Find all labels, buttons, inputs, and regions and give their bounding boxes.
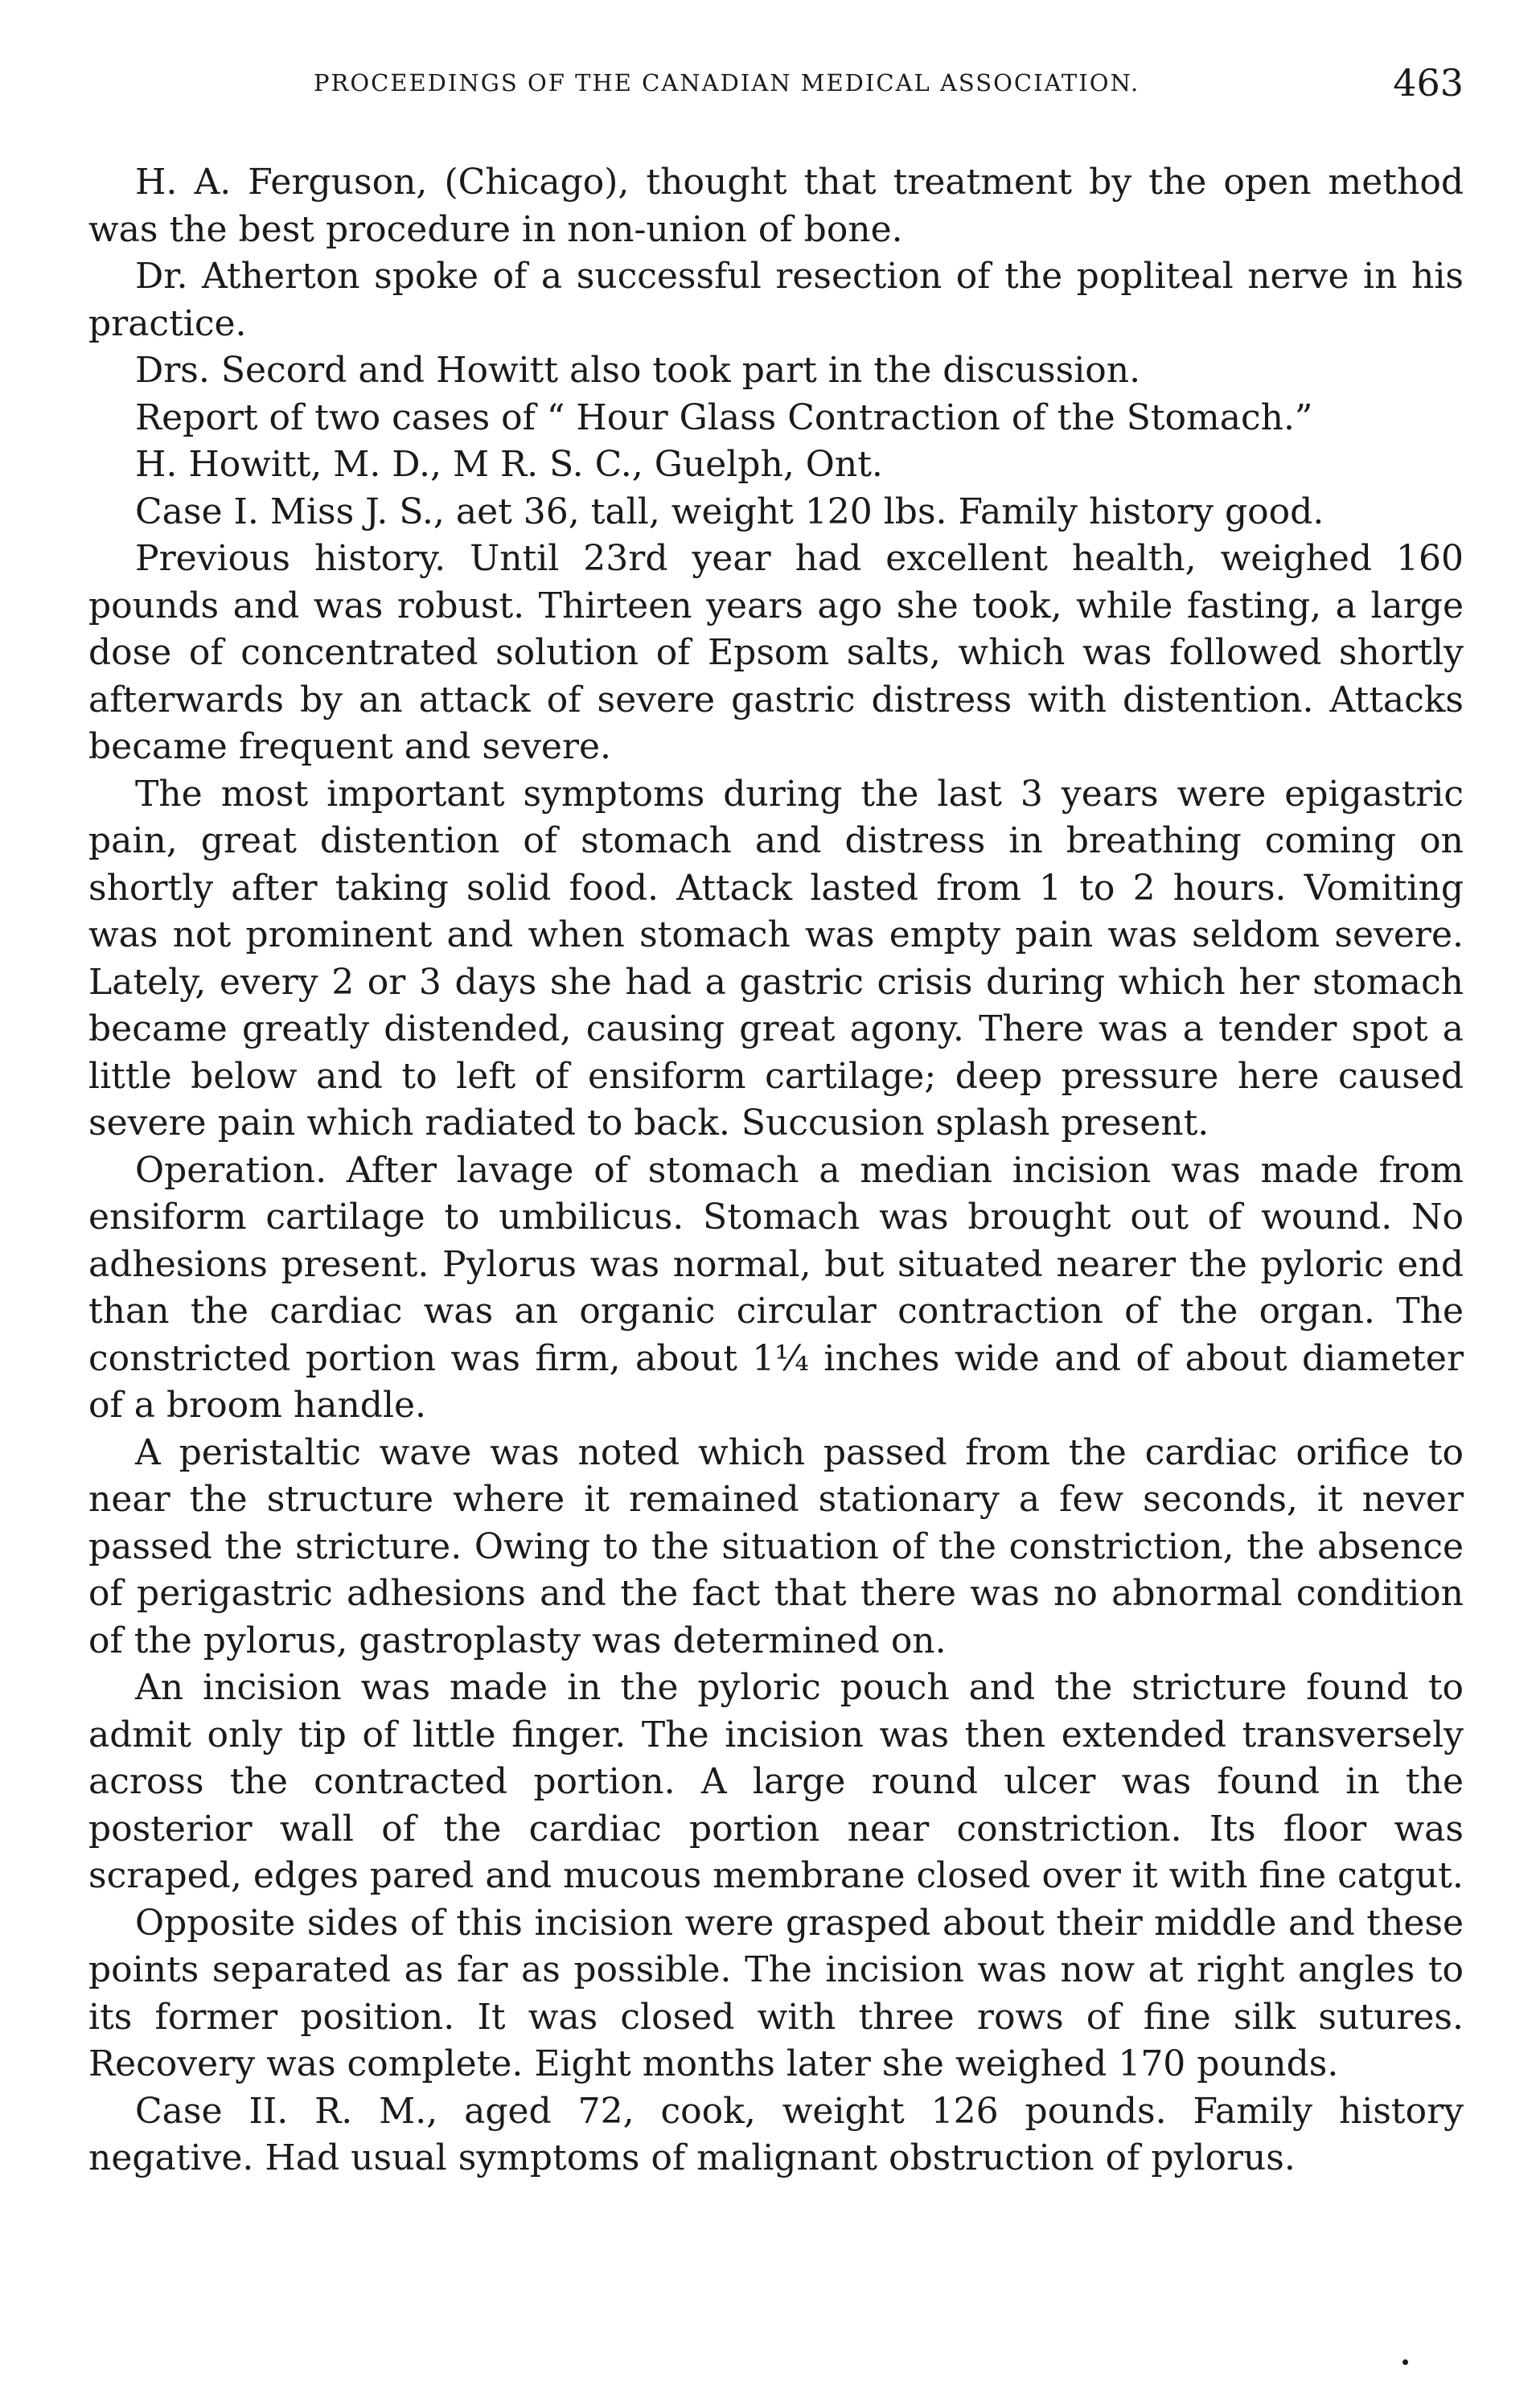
report-author: H. Howitt, M. D., M R. S. C., Guelph, Ont. xyxy=(135,444,883,485)
paragraph-case-two: Case II. R. M., aged 72, cook, weight 126 pounds. Family history negative. Had usual symptoms of malignant obstruction of pylorus. xyxy=(88,2090,1464,2178)
article-body xyxy=(88,159,1464,2182)
print-dot xyxy=(1402,2359,1408,2365)
report-title: Report of two cases of “ Hour Glass Contraction of the Stomach.” xyxy=(135,396,1313,438)
paragraph-atherton: Dr. Atherton spoke of a successful resection of the popliteal nerve in his practice. xyxy=(88,256,1464,344)
page-number: 463 xyxy=(1393,61,1464,105)
paragraph-incision: An incision was made in the pyloric pouch and the stricture found to admit only tip of little finger. The incision was then extended transversely across the contracted portion. A large round ulcer was found in the posterior wall of the cardiac portion near constriction. Its floor was scraped, edges pared and mucous membrane closed over it with fine catgut. xyxy=(88,1667,1464,1896)
paragraph-discussion: Drs. Secord and Howitt also took part in the discussion. xyxy=(135,350,1141,391)
paragraph-case-one: Case I. Miss J. S., aet 36, tall, weight 120 lbs. Family history good. xyxy=(135,491,1324,532)
paragraph-symptoms: The most important symptoms during the last 3 years were epigastric pain, great distention of stomach and distress in breathing coming on shortly after taking solid food. Attack lasted from 1 to 2 hours. Vomiting was not prominent and when stomach was empty pain was seldom severe. Lately, every 2 or 3 days she had a gastric crisis during which her stomach became greatly distended, causing great agony. There was a tender spot a little below and to left of ensiform cartilage; deep pressure here caused severe pain which radiated to back. Succusion splash present. xyxy=(88,773,1464,1144)
paragraph-recovery: Opposite sides of this incision were grasped about their middle and these points separated as far as possible. The incision was now at right angles to its former position. It was closed with three rows of fine silk sutures. Recovery was complete. Eight months later she weighed 170 pounds. xyxy=(88,1902,1464,2084)
running-head: PROCEEDINGS OF THE CANADIAN MEDICAL ASSOCIATION. xyxy=(314,69,1140,96)
paragraph-previous-history: Previous history. Until 23rd year had excellent health, weighed 160 pounds and was robust. Thirteen years ago she took, while fasting, a large dose of concentrated solution of Epsom salts, which was followed shortly afterwards by an attack of severe gastric distress with distention. Attacks became frequent and severe. xyxy=(88,538,1464,767)
page-header xyxy=(88,61,1464,114)
paragraph-ferguson: H. A. Ferguson, (Chicago), thought that treatment by the open method was the best procedure in non-union of bone. xyxy=(88,162,1464,250)
paragraph-operation: Operation. After lavage of stomach a median incision was made from ensiform cartilage to umbilicus. Stomach was brought out of wound. No adhesions present. Pylorus was normal, but situated nearer the pyloric end than the cardiac was an organic circular contraction of the organ. The constricted portion was firm, about 1¼ inches wide and of about diameter of a broom handle. xyxy=(88,1149,1464,1426)
paragraph-peristaltic-wave: A peristaltic wave was noted which passed from the cardiac orifice to near the structure where it remained stationary a few seconds, it never passed the stricture. Owing to the situation of the constriction, the absence of perigastric adhesions and the fact that there was no abnormal condition of the pylorus, gastroplasty was determined on. xyxy=(88,1431,1464,1661)
